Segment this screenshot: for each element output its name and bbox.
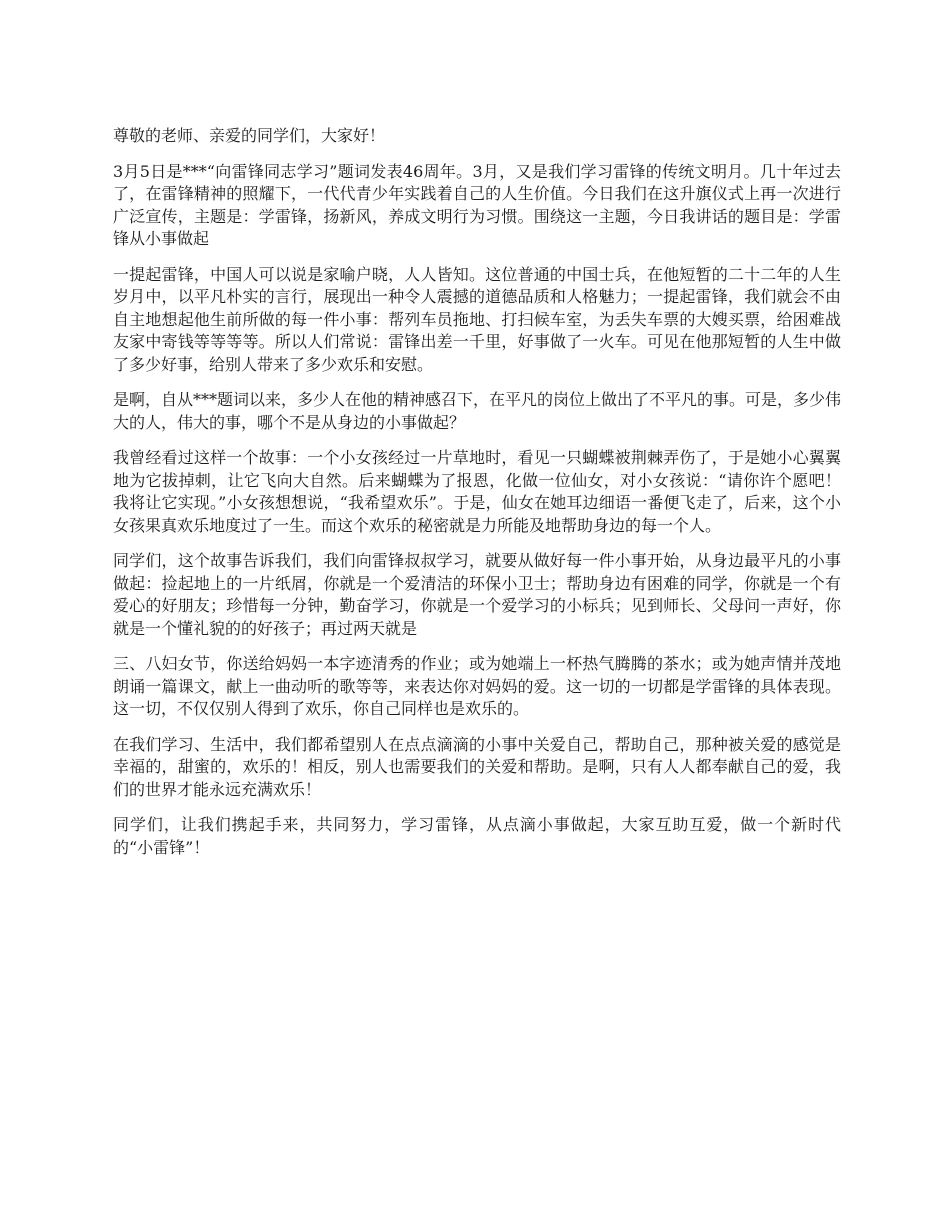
- body-paragraph: 是啊，自从***题词以来，多少人在他的精神感召下，在平凡的岗位上做出了不平凡的事。可是，多少伟大的人，伟大的事，哪个不是从身边的小事做起？: [113, 390, 842, 432]
- body-paragraph: 三、八妇女节，你送给妈妈一本字迹清秀的作业；或为她端上一杯热气腾腾的茶水；或为她声情并茂地朗诵一篇课文，献上一曲动听的歌等等，来表达你对妈妈的爱。这一切的一切都是学雷锋的具体表现。这一切，不仅仅别人得到了欢乐，你自己同样也是欢乐的。: [113, 654, 841, 718]
- body-paragraph: 一提起雷锋，中国人可以说是家喻户晓，人人皆知。这位普通的中国士兵，在他短暂的二十二年的人生岁月中，以平凡朴实的言行，展现出一种令人震撼的道德品质和人格魅力；一提起雷锋，我们就会不由自主地想起他生前所做的每一件小事：帮列车员拖地、打扫候车室，为丢失车票的大嫂买票，给困难战友家中寄钱等等等等。所以人们常说：雷锋出差一千里，好事做了一火车。可见在他那短暂的人生中做了多少好事，给别人带来了多少欢乐和安慰。: [113, 264, 841, 374]
- intro-paragraph: 3月5日是***“向雷锋同志学习”题词发表46周年。3月，又是我们学习雷锋的传统文明月。几十年过去了，在雷锋精神的照耀下，一代代青少年实践着自己的人生价值。今日我们在这升旗仪式上再一次进行广泛宣传，主题是：学雷锋，扬新风，养成文明行为习惯。围绕这一主题，今日我讲话的题目是：学雷锋从小事做起: [113, 161, 841, 248]
- document-page: [113, 125, 841, 872]
- story-paragraph: 我曾经看过这样一个故事：一个小女孩经过一片草地时，看见一只蝴蝶被荆棘弄伤了，于是她小心翼翼地为它拔掉刺，让它飞向大自然。后来蝴蝶为了报恩，化做一位仙女，对小女孩说：“请你许个愿吧！我将让它实现。”小女孩想想说，“我希望欢乐”。于是，仙女在她耳边细语一番便飞走了，后来，这个小女孩果真欢乐地度过了一生。而这个欢乐的秘密就是力所能及地帮助身边的每一个人。: [113, 448, 841, 535]
- greeting-paragraph: 尊敬的老师、亲爱的同学们，大家好！: [113, 126, 386, 145]
- body-paragraph: 同学们，这个故事告诉我们，我们向雷锋叔叔学习，就要从做好每一件小事开始，从身边最平凡的小事做起：捡起地上的一片纸屑，你就是一个爱清洁的环保小卫士；帮助身边有困难的同学，你就是一个有爱心的好朋友；珍惜每一分钟，勤奋学习，你就是一个爱学习的小标兵；见到师长、父母问一声好，你就是一个懂礼貌的的好孩子；再过两天就是: [113, 551, 841, 638]
- closing-paragraph: 同学们，让我们携起手来，共同努力，学习雷锋，从点滴小事做起，大家互助互爱，做一个新时代的“小雷锋”！: [113, 815, 841, 857]
- body-paragraph: 在我们学习、生活中，我们都希望别人在点点滴滴的小事中关爱自己，帮助自己，那种被关爱的感觉是幸福的，甜蜜的，欢乐的！相反，别人也需要我们的关爱和帮助。是啊，只有人人都奉献自己的爱，我们的世界才能永远充满欢乐！: [113, 734, 841, 799]
